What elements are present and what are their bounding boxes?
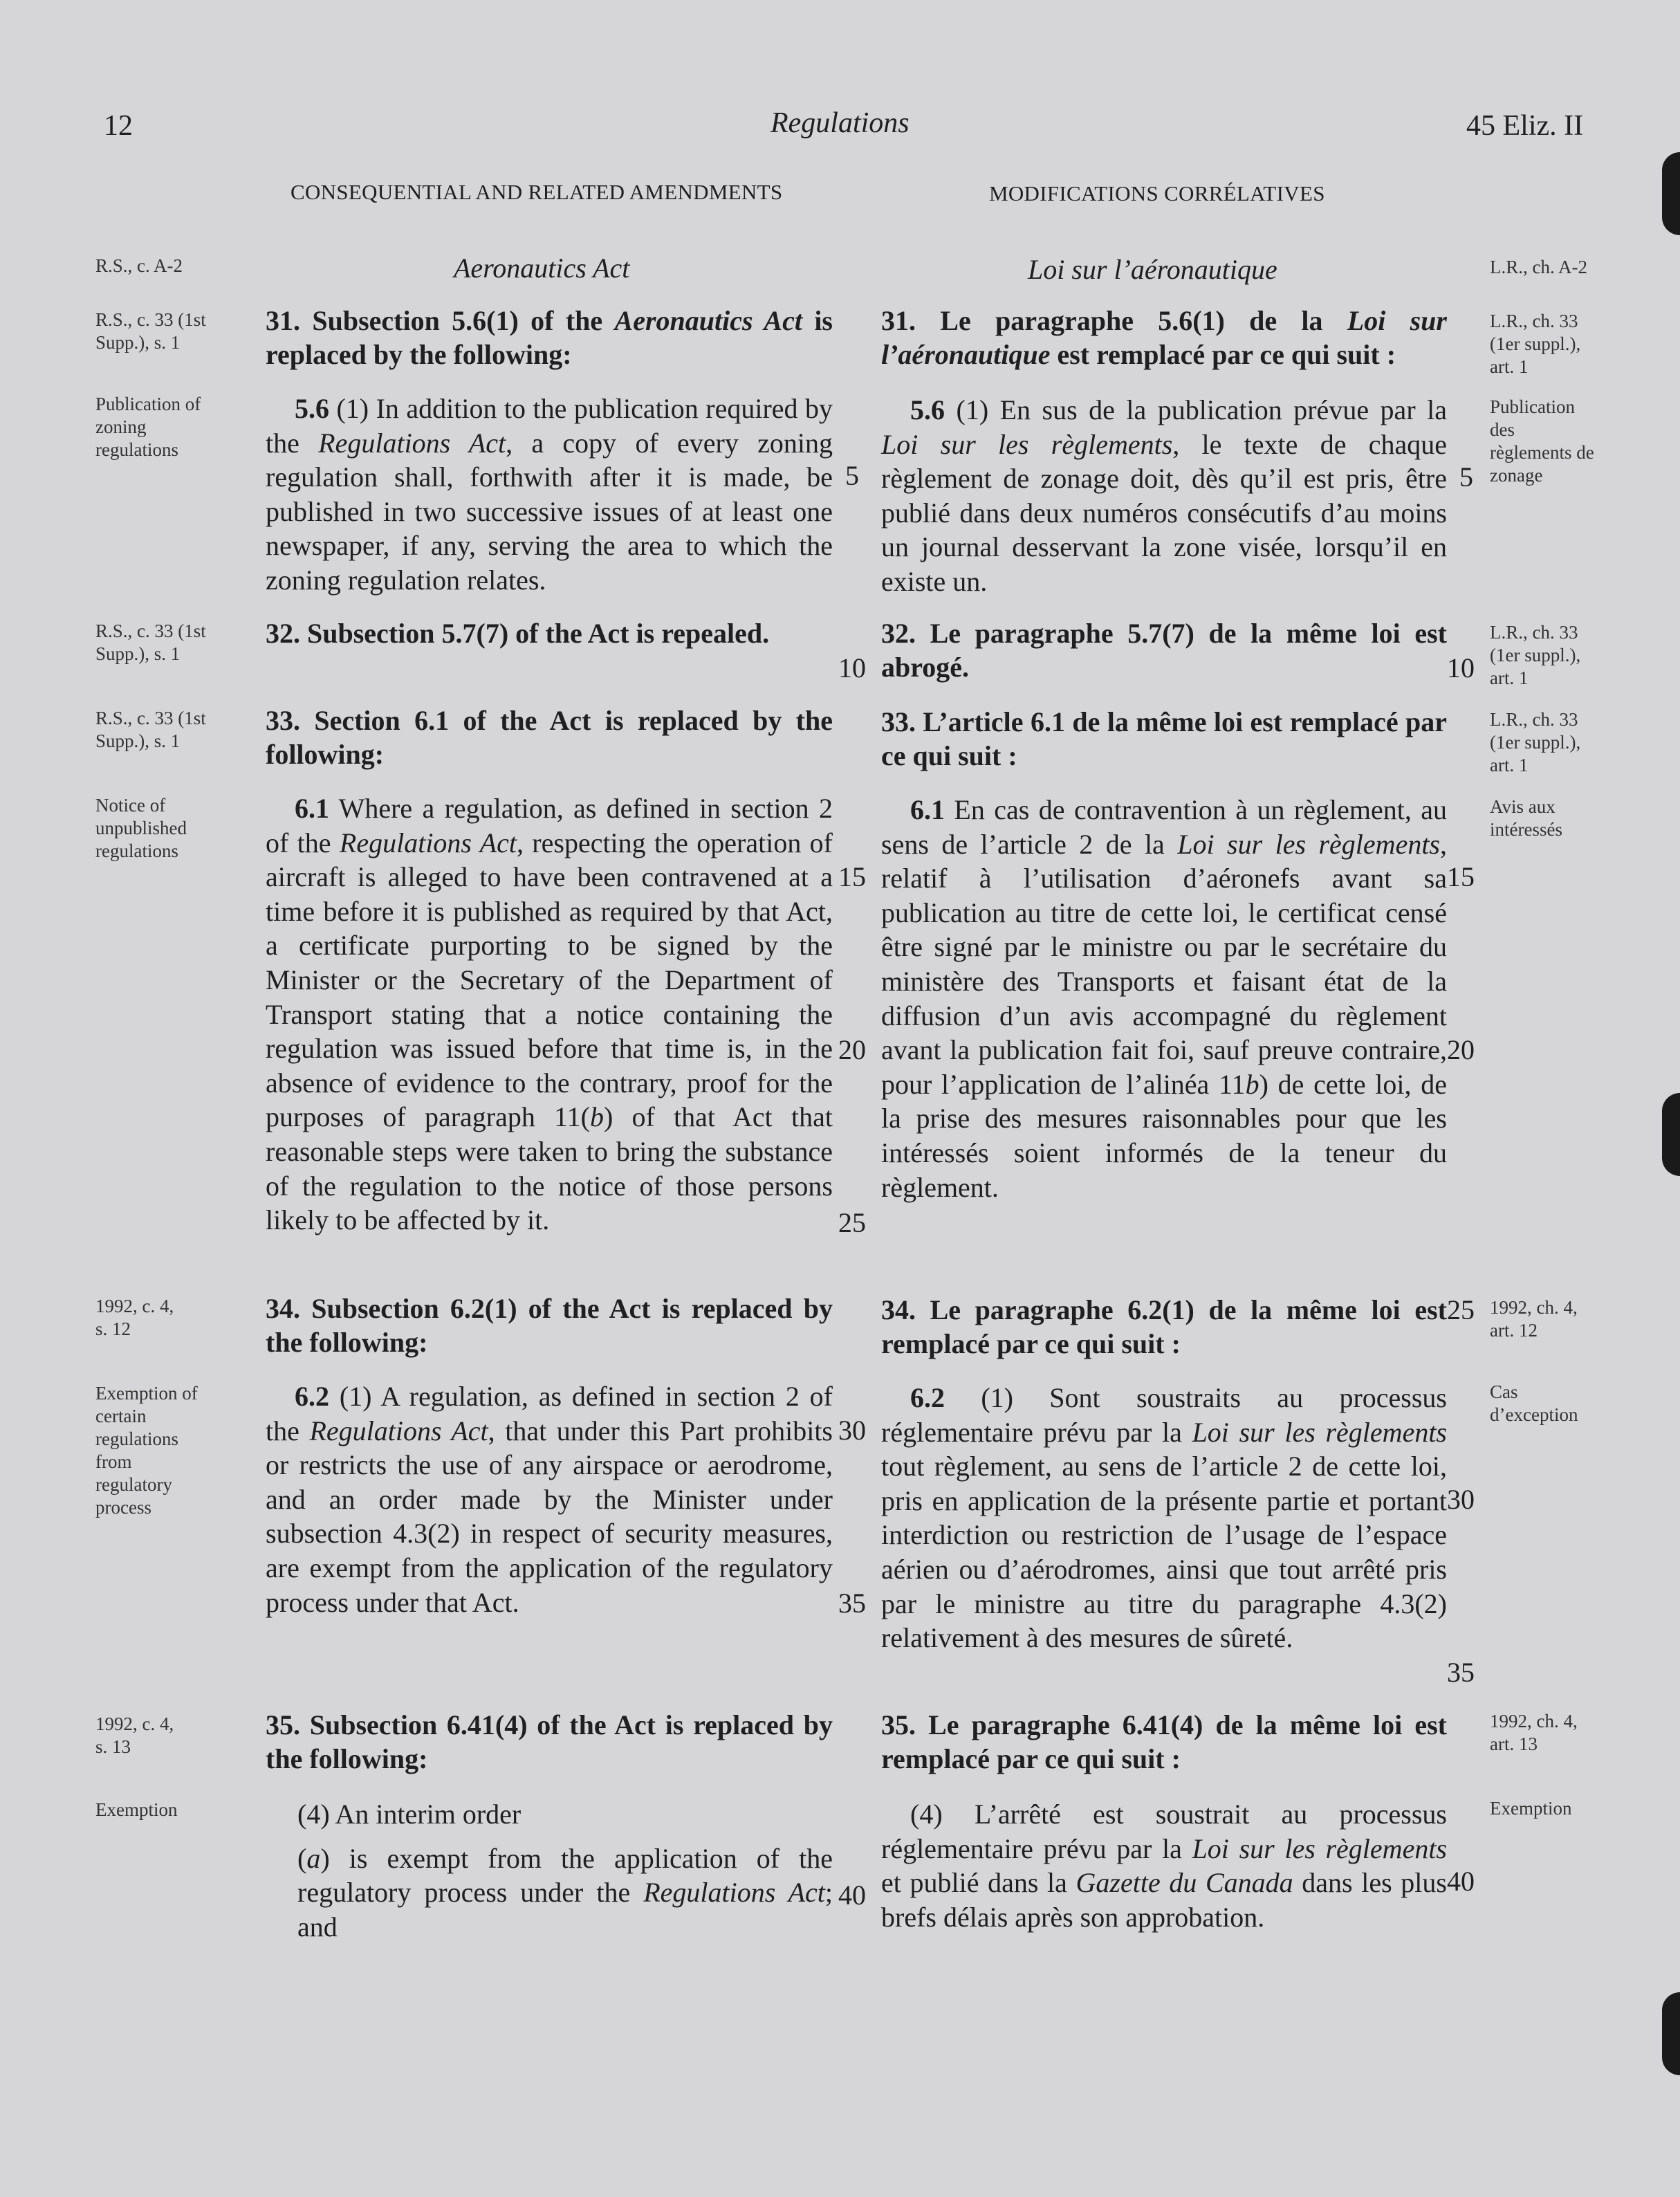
left-note-s35 (95, 1713, 174, 1758)
en-section-34-heading: 34. Subsection 6.2(1) of the Act is replaced by the following: (266, 1293, 833, 1358)
left-note-line: certain (95, 1406, 147, 1426)
body-text: (1) En sus de la publication prévue par la (945, 394, 1447, 425)
right-note-line: art. 1 (1490, 755, 1529, 775)
right-note-s62 (1490, 1381, 1578, 1426)
right-note-line: zonage (1490, 465, 1543, 486)
section-number: 5.6 (910, 394, 945, 425)
right-note-s34 (1490, 1296, 1578, 1342)
paragraph-letter: b (1245, 1068, 1259, 1100)
left-note-line: unpublished (95, 818, 187, 838)
left-note-act-ref: R.S., c. A-2 (95, 255, 183, 276)
right-note-line: (1er suppl.), (1490, 333, 1581, 354)
en-section-32-heading: 32. Subsection 5.7(7) of the Act is repealed. (266, 618, 770, 649)
right-note-s61 (1490, 796, 1562, 841)
left-note-line: Supp.), s. 1 (95, 730, 181, 751)
right-note-s35 (1490, 1710, 1578, 1756)
right-note-line: L.R., ch. 33 (1490, 311, 1578, 331)
fr-section-6-2 (881, 1381, 1447, 1655)
body-text: , that under this Part prohibits or restricts the use of any airspace or aerodrome, and an order made by the Minister under subsection 4.3(2) in respect of security measures, are exempt from the application of the regulatory process under that Act. (266, 1415, 833, 1618)
body-text: (1) A regulation, as defined in section 2 of the (266, 1381, 833, 1446)
right-note-line: Avis aux (1490, 796, 1556, 817)
en-line-number: 15 (838, 861, 866, 892)
left-note-line: Publication of (95, 394, 201, 414)
binder-hole-top (1662, 152, 1680, 235)
regnal-year: 45 Eliz. II (1466, 110, 1584, 142)
left-note-s61 (95, 794, 187, 863)
fr-section-34-heading: 34. Le paragraphe 6.2(1) de la même loi est remplacé par ce qui suit : (881, 1294, 1447, 1359)
left-note-s56 (95, 393, 201, 461)
body-text: ; and (297, 1877, 833, 1942)
left-note-line: 1992, c. 4, (95, 1713, 174, 1734)
french-caption: MODIFICATIONS CORRÉLATIVES (989, 181, 1325, 205)
act-title: Loi sur les règlements (1192, 1416, 1447, 1448)
right-note-s32 (1490, 621, 1580, 690)
fr-line-number: 25 (1447, 1294, 1475, 1325)
act-title: Loi sur les règlements (1192, 1832, 1447, 1864)
left-note-line: regulations (95, 1428, 178, 1449)
section-number: 6.1 (910, 794, 945, 825)
en-line-number: 10 (838, 652, 866, 683)
en-line-number: 25 (838, 1207, 866, 1238)
en-section-35-heading: 35. Subsection 6.41(4) of the Act is replaced by the following: (266, 1709, 833, 1774)
body-text: , relatif à l’utilisation d’aéronefs avant sa publication au titre de cette loi, le certificat censé être signé par le ministre ou par le secrétaire du ministère des Transports et faisant état de la diffusion d’un avis accompagné du règlement avant la publication fait foi, sauf preuve contraire, pour l’application de l’alinéa 11 (881, 828, 1447, 1100)
right-note-s33 (1490, 708, 1580, 777)
left-note-line: zoning (95, 416, 147, 437)
right-note-line: intéressés (1490, 819, 1562, 840)
left-note-line: Supp.), s. 1 (95, 332, 181, 353)
act-title: Aeronautics Act (614, 305, 802, 336)
right-note-line: L.R., ch. 33 (1490, 709, 1578, 730)
fr-section-32-heading: 32. Le paragraphe 5.7(7) de la même loi est abrogé. (881, 618, 1447, 683)
en-section-6-1 (266, 791, 833, 1238)
fr-section-35-heading: 35. Le paragraphe 6.41(4) de la même loi est remplacé par ce qui suit : (881, 1709, 1447, 1774)
right-note-line: (1er suppl.), (1490, 645, 1581, 665)
fr-line-number: 20 (1447, 1034, 1475, 1065)
right-note-line: règlements de (1490, 442, 1594, 463)
fr-line-number: 40 (1447, 1866, 1475, 1897)
left-note-line: R.S., c. 33 (1st (95, 309, 206, 330)
left-note-line: regulations (95, 840, 178, 861)
fr-line-number: 15 (1447, 861, 1475, 892)
body-text: (1) Sont soustraits au processus réglementaire prévu par la (881, 1382, 1447, 1448)
fr-line-number: 10 (1447, 652, 1475, 683)
act-title: Loi sur les règlements (881, 428, 1173, 460)
act-title: Regulations Act (309, 1415, 488, 1446)
fr-line-number: 5 (1459, 461, 1473, 493)
section-number: 5.6 (295, 393, 329, 424)
act-title: Loi sur l’aéronautique (881, 305, 1447, 370)
right-note-line: d’exception (1490, 1404, 1578, 1425)
en-section-6-41-4: (4) An interim order (a) is exempt from the application of the regulatory process under the Regulations Act; and (266, 1797, 833, 1944)
french-act-name: Loi sur l’aéronautique (1028, 254, 1277, 285)
left-note-s32 (95, 620, 206, 665)
heading-text: Subsection 5.6(1) of the (300, 305, 615, 336)
fr-section-6-41-4 (881, 1797, 1447, 1934)
fr-section-5-6 (881, 393, 1447, 599)
body-text: ) de cette loi, de la prise des mesures raisonnables pour que les intéressés soient informés de la teneur du règlement. (881, 1068, 1447, 1203)
right-note-line: Publication (1490, 396, 1575, 417)
en-section-31-heading (266, 304, 833, 371)
publication-title: Gazette du Canada (1076, 1867, 1293, 1899)
section-number: 6.2 (295, 1381, 329, 1412)
body-text: (4) An interim order (297, 1799, 521, 1830)
heading-text: 31. Le paragraphe 5.6(1) de la (881, 305, 1347, 336)
en-section-33-heading: 33. Section 6.1 of the Act is replaced by the following: (266, 705, 833, 770)
body-text: , a copy of every zoning regulation shall, forthwith after it is made, be published in two successive issues of at least one newspaper, if any, serving the area to which the zoning regulation relates. (266, 427, 833, 596)
english-act-name: Aeronautics Act (454, 252, 630, 284)
running-title: Regulations (770, 107, 910, 139)
section-number: 6.1 (295, 793, 329, 824)
binder-hole-middle (1662, 1093, 1680, 1176)
fr-section-6-1 (881, 793, 1447, 1204)
en-section-6-2 (266, 1379, 833, 1619)
body-text: En cas de contravention à un règlement, au sens de l’article 2 de la (881, 794, 1447, 860)
left-note-s62 (95, 1382, 198, 1519)
en-section-5-6 (266, 392, 833, 598)
right-note-line: Cas (1490, 1381, 1518, 1402)
en-line-number: 35 (838, 1588, 866, 1619)
right-note-line: art. 1 (1490, 356, 1529, 377)
act-title: Regulations Act (318, 427, 506, 459)
left-note-line: Notice of (95, 795, 166, 816)
heading-text: is replaced by the following: (266, 305, 833, 370)
page-number: 12 (104, 110, 133, 142)
act-title: Regulations Act (339, 827, 517, 858)
body-text: dans les plus brefs délais après son approbation. (881, 1867, 1447, 1933)
right-note-line: art. 1 (1490, 668, 1529, 688)
body-text: Where a regulation, as defined in section 2 of the (266, 793, 833, 858)
left-note-s34 (95, 1295, 174, 1341)
section-number: 31. (266, 305, 300, 336)
left-note-line: s. 13 (95, 1736, 131, 1757)
act-title: Regulations Act (643, 1877, 825, 1909)
section-number: 6.2 (910, 1382, 945, 1413)
right-note-s31 (1490, 310, 1580, 378)
act-title: Loi sur les règlements (1177, 828, 1440, 860)
fr-line-number: 30 (1447, 1484, 1475, 1515)
left-note-line: regulations (95, 439, 178, 460)
paragraph-letter: a (306, 1842, 321, 1874)
body-text: ) of that Act that reasonable steps were taken to bring the substance of the regulation to the notice of those persons likely to be affected by it. (266, 1101, 833, 1236)
left-note-line: s. 12 (95, 1318, 131, 1339)
body-text: (1) In addition to the publication required by the (266, 393, 833, 459)
body-text: tout règlement, au sens de l’article 2 de cette loi, pris en application de la présente partie et portant interdiction ou restriction de l’usage de l’espace aérien ou d’aérodromes, ainsi que tout arrêté pris par le ministre au titre du paragraphe 4.3(2) relativement à des mesures de sûreté. (881, 1451, 1447, 1654)
en-line-number: 5 (845, 460, 859, 491)
right-note-s56 (1490, 396, 1594, 487)
left-note-line: Exemption of (95, 1383, 198, 1404)
en-line-number: 20 (838, 1034, 866, 1065)
en-line-number: 30 (838, 1415, 866, 1446)
left-note-line: from (95, 1451, 132, 1472)
right-note-line: (1er suppl.), (1490, 732, 1581, 753)
body-text: (4) L’arrêté est soustrait au processus réglementaire prévu par la (881, 1799, 1447, 1864)
right-note-line: art. 13 (1490, 1734, 1538, 1754)
right-note-line: L.R., ch. 33 (1490, 622, 1578, 643)
left-note-s31 (95, 309, 206, 354)
left-note-line: 1992, c. 4, (95, 1296, 174, 1316)
left-note-line: Supp.), s. 1 (95, 643, 181, 664)
left-note-line: R.S., c. 33 (1st (95, 708, 206, 728)
left-note-line: regulatory (95, 1474, 172, 1495)
left-note-s641: Exemption (95, 1799, 178, 1820)
fr-section-33-heading: 33. L’article 6.1 de la même loi est remplacé par ce qui suit : (881, 706, 1447, 771)
english-caption: CONSEQUENTIAL AND RELATED AMENDMENTS (290, 180, 783, 204)
right-note-line: 1992, ch. 4, (1490, 1297, 1578, 1318)
body-text: is exempt from the application of the regulatory process under the (297, 1842, 833, 1909)
body-text: , le texte de chaque règlement de zonage doit, dès qu’il est pris, être publié dans deux numéros consécutifs d’au moins un journal desservant la zone visée, lorsqu’il en existe un. (881, 428, 1447, 597)
right-note-s641: Exemption (1490, 1798, 1572, 1819)
binder-hole-bottom (1662, 1992, 1680, 2075)
right-note-line: 1992, ch. 4, (1490, 1711, 1578, 1731)
left-note-line: process (95, 1497, 151, 1518)
body-text: , respecting the operation of aircraft is alleged to have been contravened at a time before it is published as required by that Act, a certificate purporting to be signed by the Minister or the Secretary of the Department of Transport stating that a notice containing the regulation was issued before that time is, in the absence of evidence to the contrary, proof for the purposes of paragraph 11( (266, 827, 833, 1133)
right-note-line: des (1490, 419, 1515, 440)
fr-section-31-heading (881, 304, 1447, 371)
en-line-number: 40 (838, 1879, 866, 1911)
left-note-line: R.S., c. 33 (1st (95, 621, 206, 641)
right-note-line: art. 12 (1490, 1320, 1538, 1341)
body-text: et publié dans la (881, 1867, 1076, 1899)
left-note-s33 (95, 707, 206, 753)
paragraph-letter: b (589, 1101, 604, 1133)
right-note-act-ref: L.R., ch. A-2 (1490, 257, 1587, 277)
fr-line-number: 35 (1447, 1657, 1475, 1688)
heading-text: est remplacé par ce qui suit : (1050, 338, 1396, 370)
